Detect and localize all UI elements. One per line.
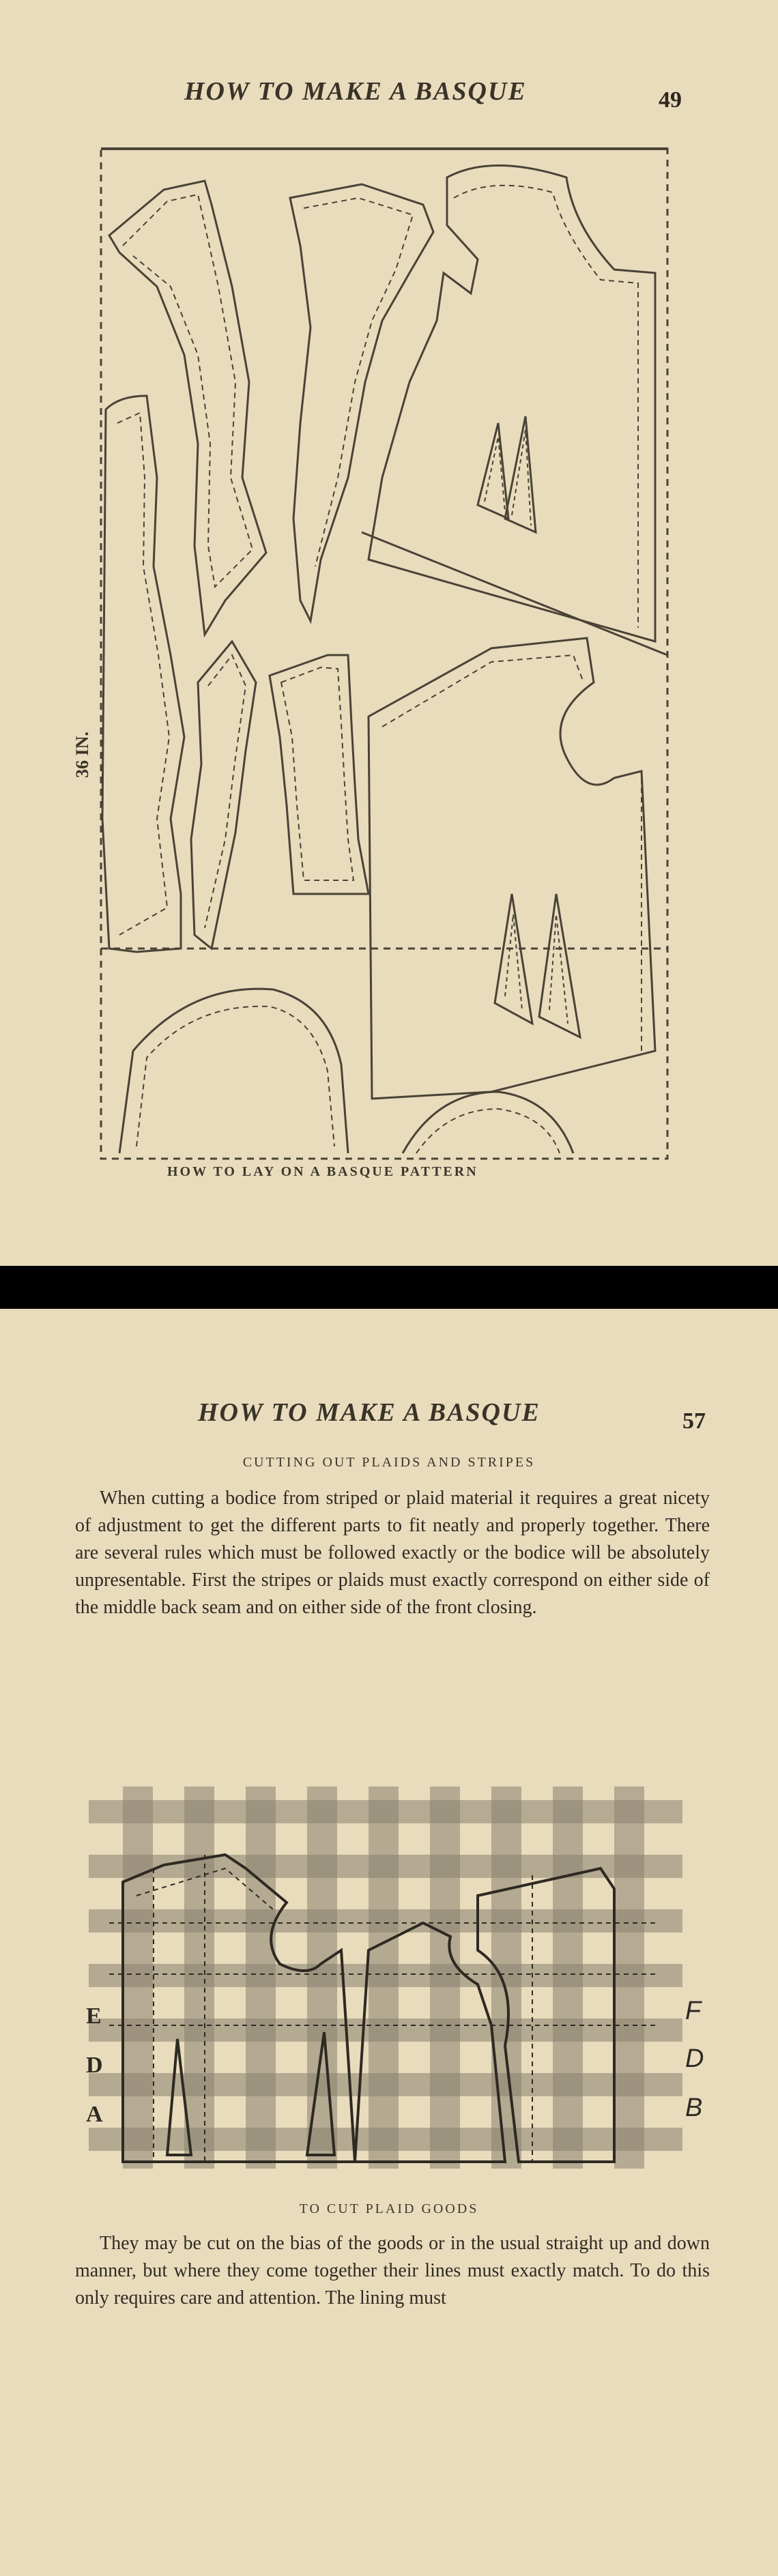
paragraph-2-text: They may be cut on the bias of the goods or in the usual straight up and down manner, but where they come together their lines must exactly match. To do this only requires care and attention. The lining must [75,2233,710,2309]
page-number: 49 [659,87,682,113]
figure-caption: HOW TO LAY ON A BASQUE PATTERN [167,1164,478,1179]
section-heading: CUTTING OUT PLAIDS AND STRIPES [242,1455,536,1470]
basque-pattern-layout-figure [0,0,778,1266]
running-head: HOW TO MAKE A BASQUE [198,1398,541,1427]
running-head: HOW TO MAKE A BASQUE [184,77,527,106]
page-49 [0,0,778,1266]
figure-left-label-a: A [86,2102,103,2127]
page-number: 57 [682,1408,706,1434]
plaid-goods-figure [0,1309,778,2576]
figure-left-label-e: E [86,2003,102,2029]
paragraph-2 [75,2230,710,2312]
figure-caption: TO CUT PLAID GOODS [299,2201,479,2216]
figure-right-label-f: F [685,1997,702,2025]
figure-right-label-b: B [685,2094,703,2122]
paragraph-1-text: When cutting a bodice from striped or plaid material it requires a great nicety of adjustment to get the different parts to fit neatly and properly together. There are several rules which must be followed exactly or the bodice will be absolutely unpresentable. First the stripes or plaids must exactly correspond on either side of the middle back seam and on either side of the front closing. [75,1488,710,1618]
page-57 [0,1309,778,2576]
figure-right-label-d: D [685,2044,704,2073]
figure-left-label-d: D [86,2053,103,2078]
side-measure-label: 36 IN. [72,732,92,778]
